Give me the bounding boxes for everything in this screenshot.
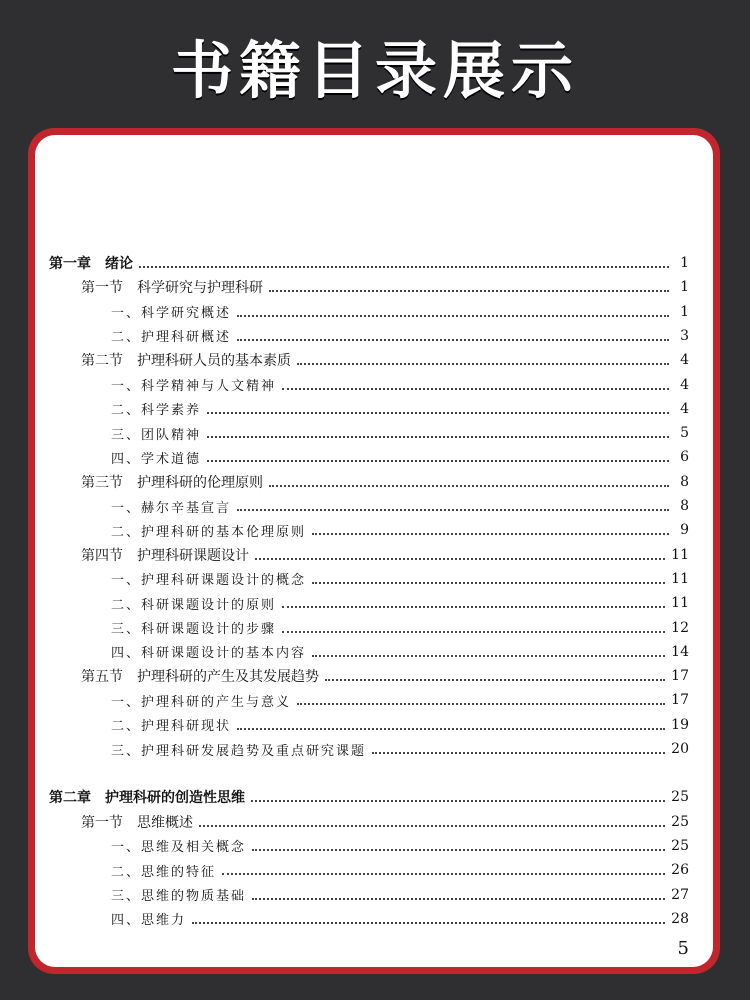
- toc-entry-label: 四、科研课题设计的基本内容: [111, 646, 307, 662]
- toc-entry-label: 一、科学精神与人文精神: [111, 379, 277, 394]
- dot-leader: [312, 655, 665, 657]
- page-number: 5: [677, 938, 689, 959]
- dot-leader: [297, 703, 665, 705]
- toc-entry-page: 3: [680, 327, 689, 344]
- toc-section: [81, 275, 689, 299]
- toc-entry-page: 11: [671, 546, 689, 563]
- toc-card: [28, 128, 720, 974]
- toc-entry-label: 一、赫尔辛基宣言: [111, 500, 232, 516]
- toc-item: [111, 907, 689, 931]
- toc-item: [111, 858, 689, 882]
- toc-entry-label: 三、思维的物质基础: [111, 889, 247, 904]
- dot-leader: [282, 606, 665, 608]
- dot-leader: [255, 558, 665, 560]
- toc-entry-label: 第五节 护理科研的产生及其发展趋势: [81, 669, 319, 686]
- toc-entry-page: 9: [680, 522, 689, 539]
- toc-entry-page: 19: [671, 716, 689, 733]
- dot-leader: [312, 533, 669, 535]
- toc-section: [81, 543, 689, 567]
- toc-item: [111, 324, 689, 348]
- toc-entry-label: 第一章 绪论: [49, 256, 133, 272]
- toc-entry-label: 三、科研课题设计的步骤: [111, 622, 277, 637]
- toc-entry-label: 第二章 护理科研的创造性思维: [49, 790, 245, 807]
- toc-entry-page: 25: [671, 813, 689, 830]
- toc-section: [81, 470, 689, 494]
- toc-entry-page: 1: [680, 279, 689, 296]
- toc-page: [35, 135, 713, 967]
- dot-leader: [372, 752, 665, 754]
- toc-entry-label: 第四节 护理科研课题设计: [81, 547, 249, 564]
- dot-leader: [269, 485, 669, 487]
- toc-item: [111, 567, 689, 591]
- toc-item: [111, 421, 689, 445]
- dot-leader: [252, 849, 665, 851]
- toc-entry-page: 4: [680, 400, 689, 417]
- toc-entry-page: 6: [680, 449, 689, 466]
- toc-item: [111, 397, 689, 421]
- toc-entry-page: 25: [671, 837, 689, 854]
- dot-leader: [207, 460, 669, 462]
- toc-entry-label: 一、思维及相关概念: [111, 840, 247, 856]
- dot-leader: [207, 436, 669, 438]
- toc-item: [111, 640, 689, 664]
- dot-leader: [237, 728, 665, 730]
- toc-item: [111, 688, 689, 712]
- toc-item: [111, 616, 689, 640]
- dot-leader: [139, 266, 669, 268]
- dot-leader: [237, 315, 669, 317]
- dot-leader: [222, 873, 665, 875]
- banner-title: 书籍目录展示: [170, 33, 579, 107]
- toc-entry-label: 第一节 科学研究与护理科研: [81, 280, 263, 297]
- toc-entry-page: 8: [680, 473, 689, 490]
- toc-section: [81, 664, 689, 688]
- toc-entry-page: 28: [671, 910, 689, 927]
- toc-section: [81, 810, 689, 834]
- toc-item: [111, 834, 689, 858]
- toc-entry-label: 一、护理科研的产生与意义: [111, 694, 292, 710]
- toc-entry-page: 11: [671, 595, 689, 612]
- toc-entry-page: 4: [680, 352, 689, 369]
- dot-leader: [269, 290, 669, 292]
- dot-leader: [192, 922, 665, 924]
- toc-item: [111, 713, 689, 737]
- dot-leader: [199, 825, 665, 827]
- toc-item: [111, 883, 689, 907]
- dot-leader: [297, 363, 669, 365]
- toc-entry-label: 二、护理科研概述: [111, 330, 232, 346]
- toc-entry-label: 三、团队精神: [111, 427, 202, 443]
- toc-entry-label: 一、护理科研课题设计的概念: [111, 573, 307, 589]
- toc-item: [111, 591, 689, 615]
- toc-item: [111, 445, 689, 469]
- dot-leader: [252, 898, 665, 900]
- toc-entry-page: 26: [671, 862, 689, 879]
- toc-chapter: [49, 785, 689, 809]
- dot-leader: [207, 412, 669, 414]
- toc-item: [111, 300, 689, 324]
- toc-entry-page: 11: [671, 570, 689, 587]
- toc-entry-label: 二、思维的特征: [111, 864, 217, 880]
- toc-entry-page: 17: [671, 692, 689, 709]
- toc-entry-page: 17: [671, 668, 689, 685]
- toc-entry-label: 第一节 思维概述: [81, 814, 193, 831]
- toc-item: [111, 737, 689, 761]
- dot-leader: [312, 582, 665, 584]
- toc-entry-label: 三、护理科研发展趋势及重点研究课题: [111, 743, 367, 759]
- toc-entry-page: 14: [671, 643, 689, 660]
- dot-leader: [282, 631, 665, 633]
- toc-entry-page: 20: [671, 741, 689, 757]
- toc-entry-label: 二、科研课题设计的原则: [111, 597, 277, 613]
- toc-entry-page: 4: [680, 376, 689, 393]
- toc-entry-page: 8: [680, 498, 689, 514]
- dot-leader: [237, 339, 669, 341]
- banner: [0, 0, 750, 130]
- toc-entry-page: 1: [680, 255, 689, 271]
- toc-entry-label: 二、护理科研现状: [111, 719, 232, 735]
- toc-entry-label: 第二节 护理科研人员的基本素质: [81, 353, 291, 370]
- toc-entry-label: 二、科学素养: [111, 403, 202, 419]
- toc-entry-page: 1: [680, 303, 689, 320]
- toc-entry-label: 一、科学研究概述: [111, 306, 232, 322]
- dot-leader: [251, 800, 665, 802]
- toc-section: [81, 348, 689, 372]
- toc-entry-page: 27: [671, 886, 689, 903]
- dot-leader: [237, 509, 669, 511]
- toc-entry-page: 25: [671, 789, 689, 806]
- toc-entry-label: 四、学术道德: [111, 451, 202, 467]
- toc-item: [111, 494, 689, 518]
- toc-item: [111, 518, 689, 542]
- dot-leader: [282, 388, 669, 390]
- dot-leader: [325, 679, 665, 681]
- toc-entry-page: 5: [680, 425, 689, 442]
- toc-chapter: [49, 251, 689, 275]
- toc-entry-page: 12: [671, 619, 689, 636]
- toc-entry-label: 二、护理科研的基本伦理原则: [111, 524, 307, 540]
- toc-entry-label: 第三节 护理科研的伦理原则: [81, 474, 263, 491]
- toc-item: [111, 373, 689, 397]
- toc-entry-label: 四、思维力: [111, 913, 187, 929]
